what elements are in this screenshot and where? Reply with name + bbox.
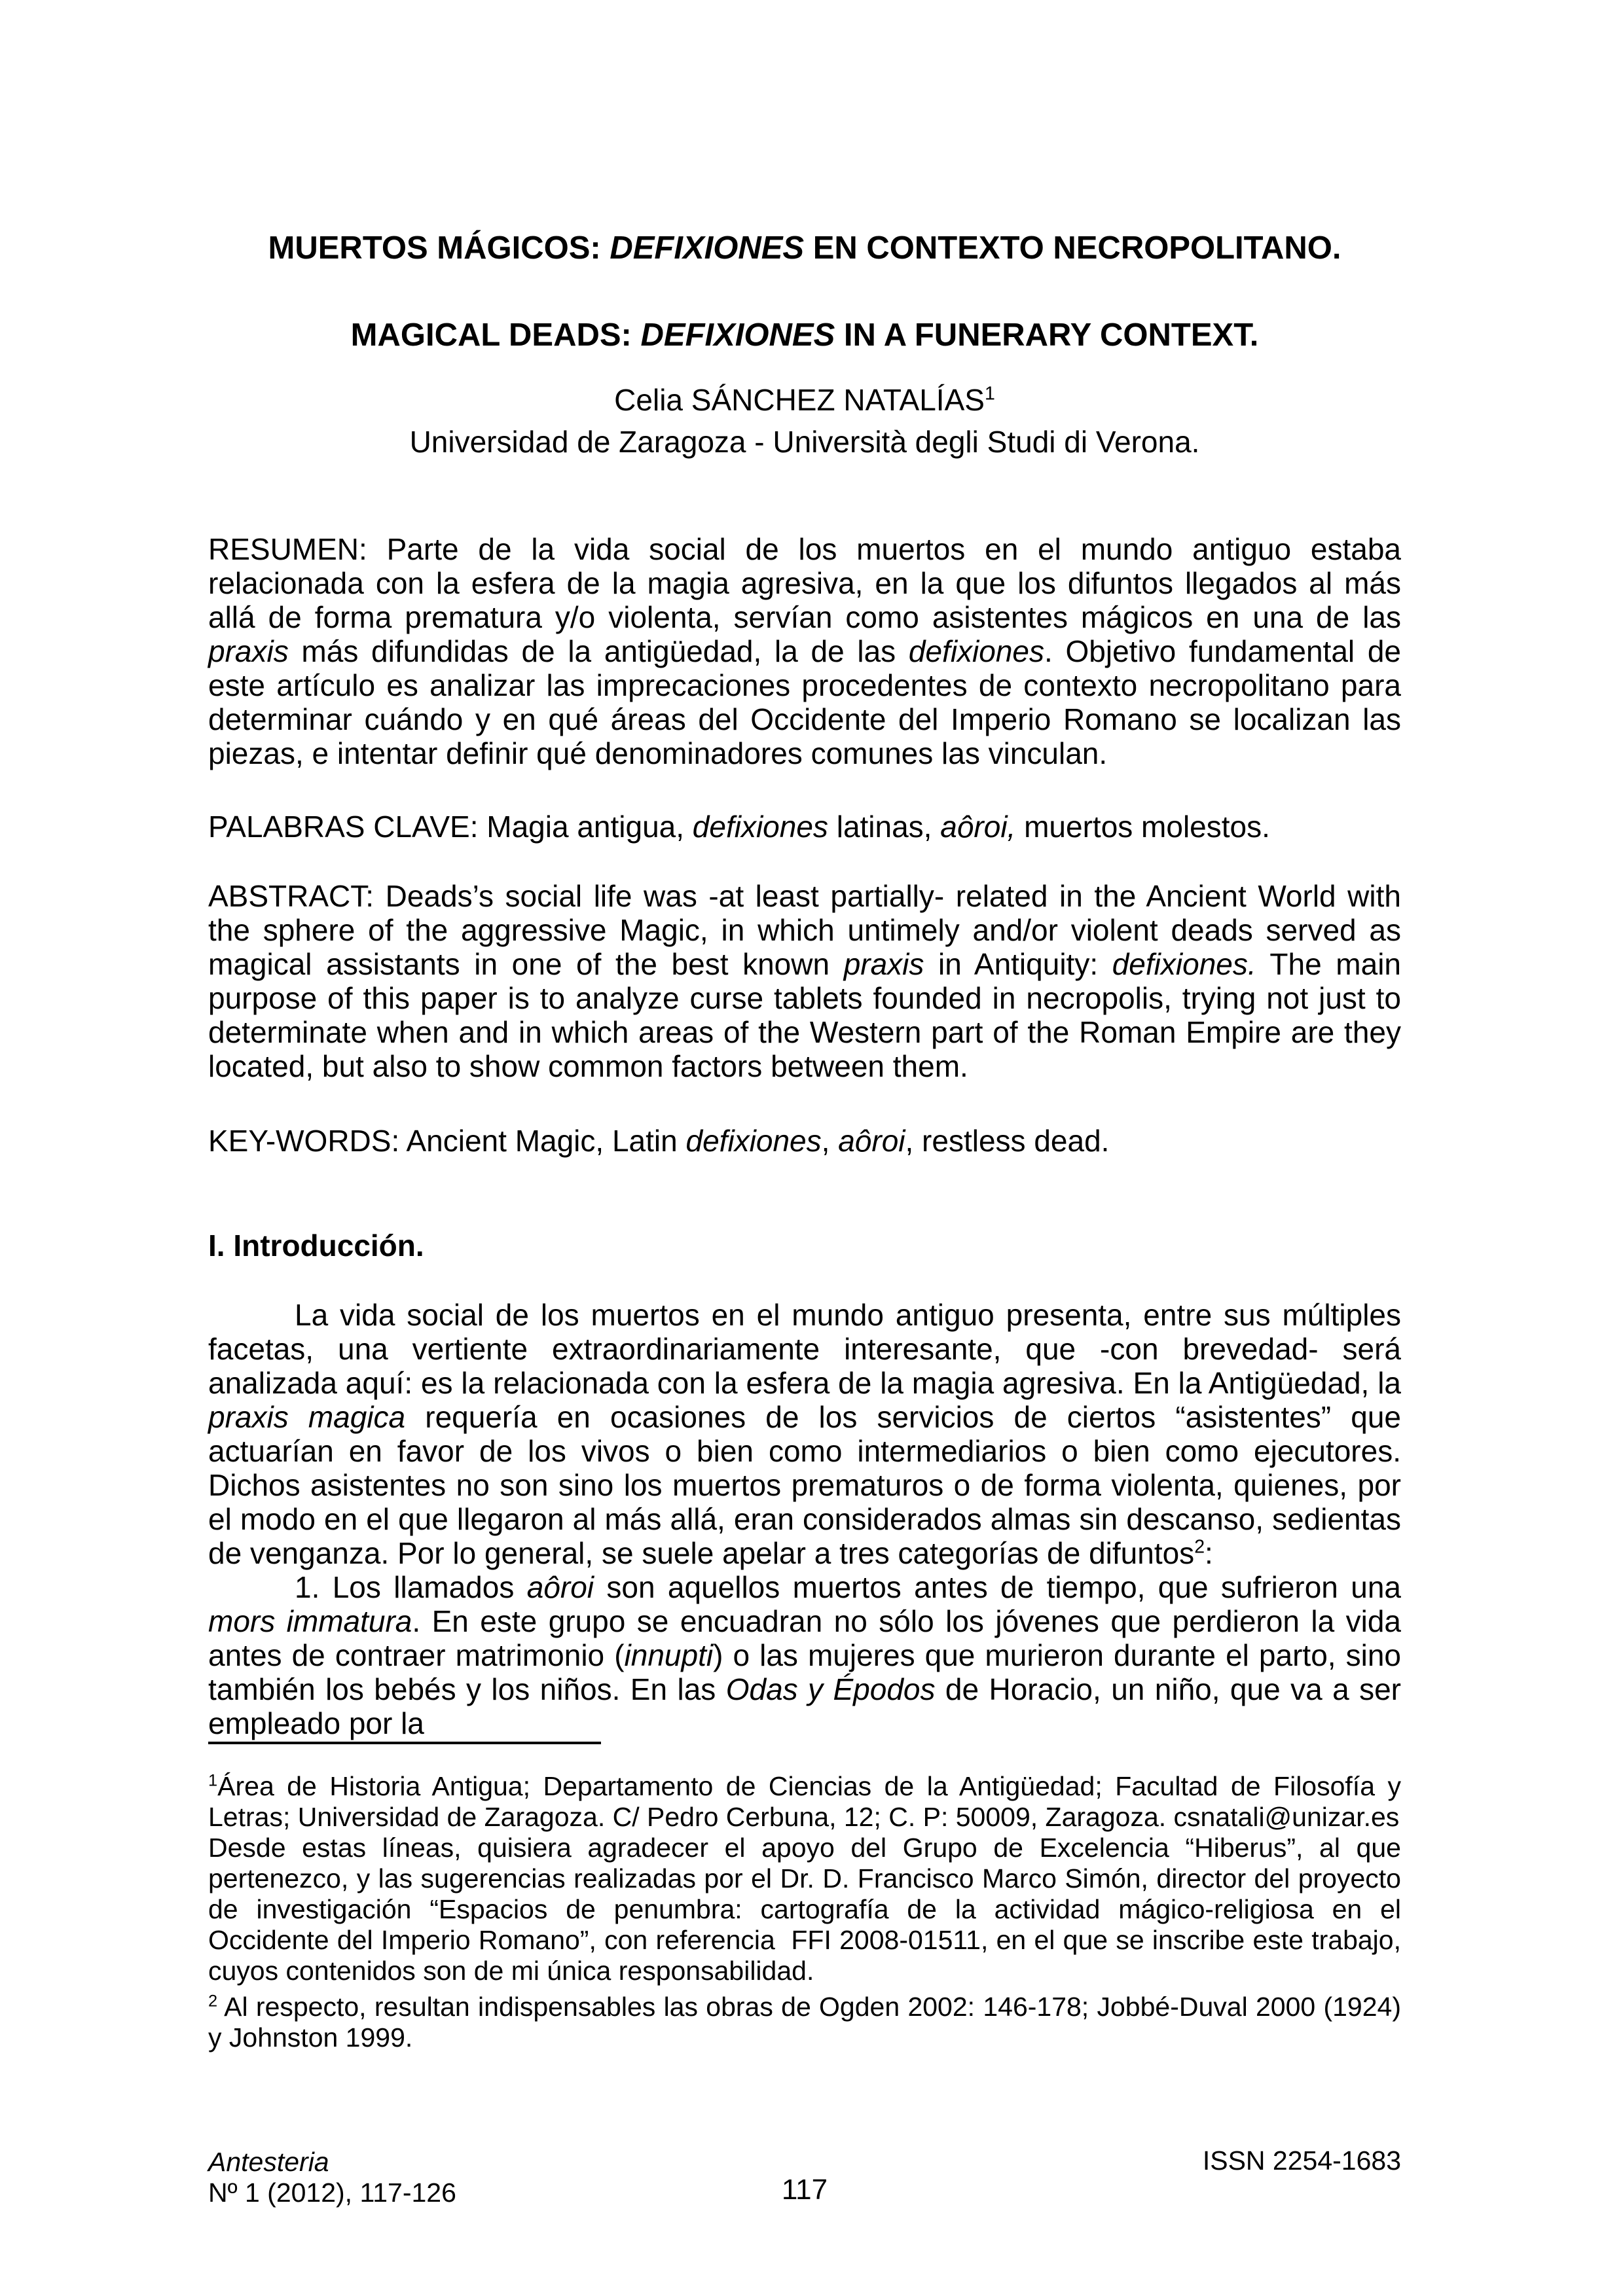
section-heading-introduction: I. Introducción. bbox=[208, 1229, 424, 1263]
page-number: 117 bbox=[781, 2174, 828, 2206]
key-words-line: KEY-WORDS: Ancient Magic, Latin defixiones, aôroi, restless dead. bbox=[208, 1124, 1110, 1158]
introduction-body bbox=[208, 1298, 1401, 1740]
abstract-paragraph: ABSTRACT: Deads’s social life was -at least partially- related in the Ancient World with the sphere of the aggressive Magic, in which untimely and/or violent deads served as magical assistants in one of the best known praxis in Antiquity: defixiones. The main purpose of this paper is to analyze curse tablets founded in necropolis, trying not just to determinate when and in which areas of the Western part of the Roman Empire are they located, but also to show common factors between them. bbox=[208, 879, 1401, 1083]
journal-issue: Nº 1 (2012), 117-126 bbox=[208, 2178, 456, 2208]
author-affiliation: Universidad de Zaragoza - Università degli Studi di Verona. bbox=[409, 425, 1200, 459]
title-spanish: MUERTOS MÁGICOS: DEFIXIONES EN CONTEXTO NECROPOLITANO. bbox=[268, 230, 1341, 266]
author-name: Celia SÁNCHEZ NATALÍAS$^1$ bbox=[614, 383, 995, 417]
journal-name: Antesteria bbox=[208, 2147, 329, 2177]
title-english: MAGICAL DEADS: DEFIXIONES IN A FUNERARY CONTEXT. bbox=[350, 317, 1259, 353]
footnote-1-acknowledgements: Desde estas líneas, quisiera agradecer el apoyo del Grupo de Excelencia “Hiberus”, al que pertenezco, y las sugerencias realizadas por el Dr. D. Francisco Marco Simón, director del proyecto de investigación “Espacios de penumbra: cartografía de la actividad mágico-religiosa en el Occidente del Imperio Romano”, con referencia FFI 2008-01511, en el que se inscribe este trabajo, cuyos contenidos son de mi única responsabilidad. bbox=[208, 1833, 1401, 1986]
issn: ISSN 2254-1683 bbox=[1202, 2145, 1401, 2176]
footnote-1-address: $^1$Área de Historia Antigua; Departamento de Ciencias de la Antigüedad; Facultad de Filosofía y Letras; Universidad de Zaragoza. C/ Pedro Cerbuna, 12; C. P: 50009, Zaragoza. csnatali@unizar.es bbox=[208, 1771, 1401, 1832]
intro-paragraph-2: 1. Los llamados aôroi son aquellos muertos antes de tiempo, que sufrieron una mors immatura. En este grupo se encuadran no sólo los jóvenes que perdieron la vida antes de contraer matrimonio (innupti) o las mujeres que murieron durante el parto, sino también los bebés y los niños. En las Odas y Épodos de Horacio, un niño, que va a ser empleado por la bbox=[208, 1570, 1402, 1740]
resumen-paragraph: RESUMEN: Parte de la vida social de los muertos en el mundo antiguo estaba relacionada con la esfera de la magia agresiva, en la que los difuntos llegados al más allá de forma prematura y/o violenta, servían como asistentes mágicos en una de las praxis más difundidas de la antigüedad, la de las defixiones. Objetivo fundamental de este artículo es analizar las imprecaciones procedentes de contexto necropolitano para determinar cuándo y en qué áreas del Occidente del Imperio Romano se localizan las piezas, e intentar definir qué denominadores comunes las vinculan. bbox=[208, 532, 1402, 770]
footnote-separator-rule bbox=[208, 1742, 601, 1744]
footnotes-block bbox=[208, 1771, 1401, 2053]
palabras-clave-line: PALABRAS CLAVE: Magia antigua, defixiones latinas, aôroi, muertos molestos. bbox=[208, 810, 1270, 844]
intro-paragraph-1: La vida social de los muertos en el mundo antiguo presenta, entre sus múltiples facetas, una vertiente extraordinariamente interesante, que -con brevedad- será analizada aquí: es la relacionada con la esfera de la magia agresiva. En la Antigüedad, la praxis magica requería en ocasiones de los servicios de ciertos “asistentes” que actuarían en favor de los vivos o bien como intermediarios o bien como ejecutores. Dichos asistentes no son sino los muertos prematuros o de forma violenta, quienes, por el modo en el que llegaron al más allá, eran considerados almas sin descanso, sedientas de venganza. Por lo general, se suele apelar a tres categorías de difuntos$^2$: bbox=[208, 1298, 1401, 1570]
footnote-2: $^2$ Al respecto, resultan indispensables las obras de Ogden 2002: 146-178; Jobbé-Duval 2000 (1924) y Johnston 1999. bbox=[208, 1992, 1401, 2053]
